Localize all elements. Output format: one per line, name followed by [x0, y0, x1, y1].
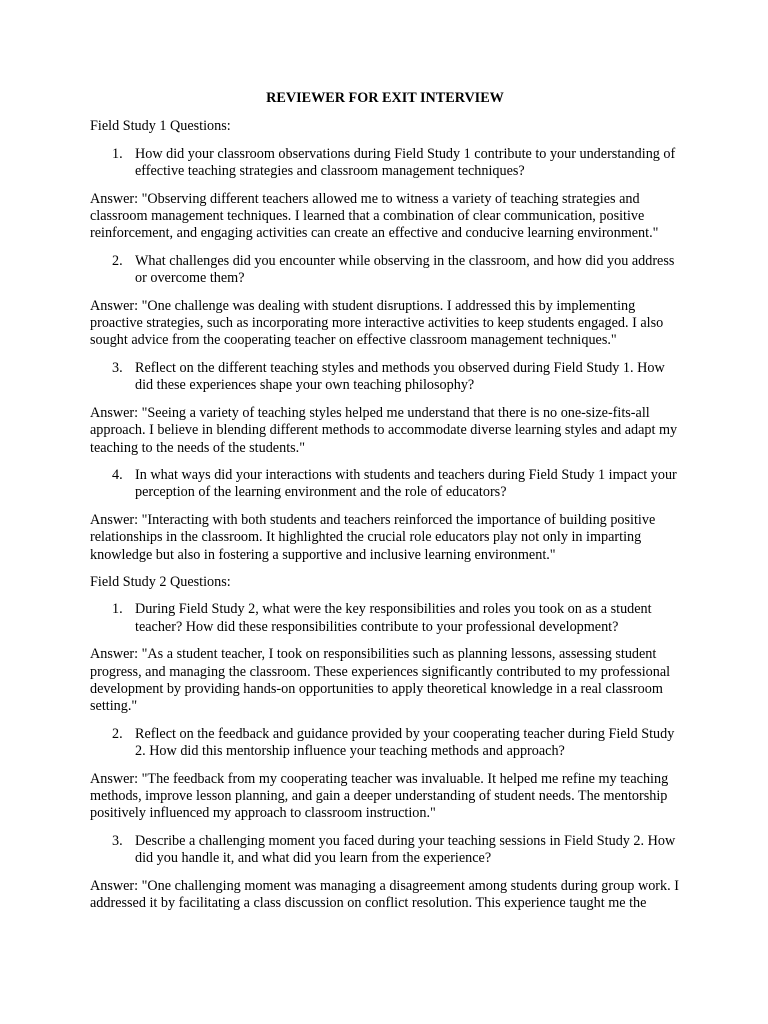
- question-item: [90, 253, 680, 288]
- question-text: During Field Study 2, what were the key responsibilities and roles you took on as a student teacher? How did these responsibilities contribute to your professional development?: [135, 601, 652, 635]
- question-text: In what ways did your interactions with students and teachers during Field Study 1 impact your perception of the learning environment and the role of educators?: [135, 466, 677, 501]
- question-number: 2.: [112, 252, 123, 269]
- section-heading-field-study-2: Field Study 2 Questions:: [90, 573, 231, 590]
- document-page: [90, 90, 680, 922]
- answer-paragraph: Answer: "The feedback from my cooperating teacher was invaluable. It helped me refine my teaching methods, improve lesson planning, and gain a deeper understanding of student needs. The mentorship positively influenced my approach to classroom instruction.": [90, 770, 669, 822]
- question-item: [90, 601, 680, 636]
- question-number: 1.: [112, 145, 123, 162]
- question-number: 3.: [112, 359, 123, 376]
- question-number: 4.: [112, 466, 123, 483]
- question-text: Reflect on the different teaching styles and methods you observed during Field Study 1. How did these experiences shape your own teaching philosophy?: [135, 359, 665, 394]
- answer-paragraph: Answer: "One challenge was dealing with student disruptions. I addressed this by implementing proactive strategies, such as incorporating more interactive activities to keep students engaged. I also sought advice from the cooperating teacher on effective classroom management techniques.": [90, 297, 664, 349]
- question-item: [90, 726, 680, 761]
- question-text: What challenges did you encounter while observing in the classroom, and how did you address or overcome them?: [135, 252, 675, 287]
- answer-paragraph: Answer: "Seeing a variety of teaching styles helped me understand that there is no one-size-fits-all approach. I believe in blending different methods to accommodate diverse learning styles and adapt my teaching to the needs of the students.": [90, 404, 678, 456]
- question-text: Reflect on the feedback and guidance provided by your cooperating teacher during Field Study 2. How did this mentorship influence your teaching methods and approach?: [135, 725, 675, 760]
- question-number: 3.: [112, 832, 123, 849]
- question-number: 1.: [112, 601, 123, 618]
- document-title: REVIEWER FOR EXIT INTERVIEW: [266, 90, 504, 106]
- question-number: 2.: [112, 725, 123, 742]
- answer-paragraph: Answer: "As a student teacher, I took on responsibilities such as planning lessons, assessing student progress, and managing the classroom. These experiences significantly contributed to my professional development by providing hands-on opportunities to apply theoretical knowledge in a real classroom setting.": [90, 646, 671, 715]
- question-item: [90, 467, 680, 502]
- answer-paragraph: Answer: "Interacting with both students and teachers reinforced the importance of building positive relationships in the classroom. It highlighted the crucial role educators play not only in imparting knowledge but also in fostering a supportive and inclusive learning environment.": [90, 511, 656, 563]
- question-item: [90, 360, 680, 395]
- question-text: How did your classroom observations during Field Study 1 contribute to your understanding of effective teaching strategies and classroom management techniques?: [135, 145, 676, 180]
- answer-paragraph: Answer: "Observing different teachers allowed me to witness a variety of teaching strategies and classroom management techniques. I learned that a combination of clear communication, positive reinforcement, and engaging activities can create an effective and conducive learning environment.": [90, 190, 659, 242]
- question-text: Describe a challenging moment you faced during your teaching sessions in Field Study 2. How did you handle it, and what did you learn from the experience?: [135, 832, 676, 867]
- question-item: [90, 146, 680, 181]
- question-item: [90, 833, 680, 868]
- answer-paragraph: Answer: "One challenging moment was managing a disagreement among students during group work. I addressed it by facilitating a class discussion on conflict resolution. This experience taught me the: [90, 877, 679, 912]
- section-heading-field-study-1: Field Study 1 Questions:: [90, 118, 231, 135]
